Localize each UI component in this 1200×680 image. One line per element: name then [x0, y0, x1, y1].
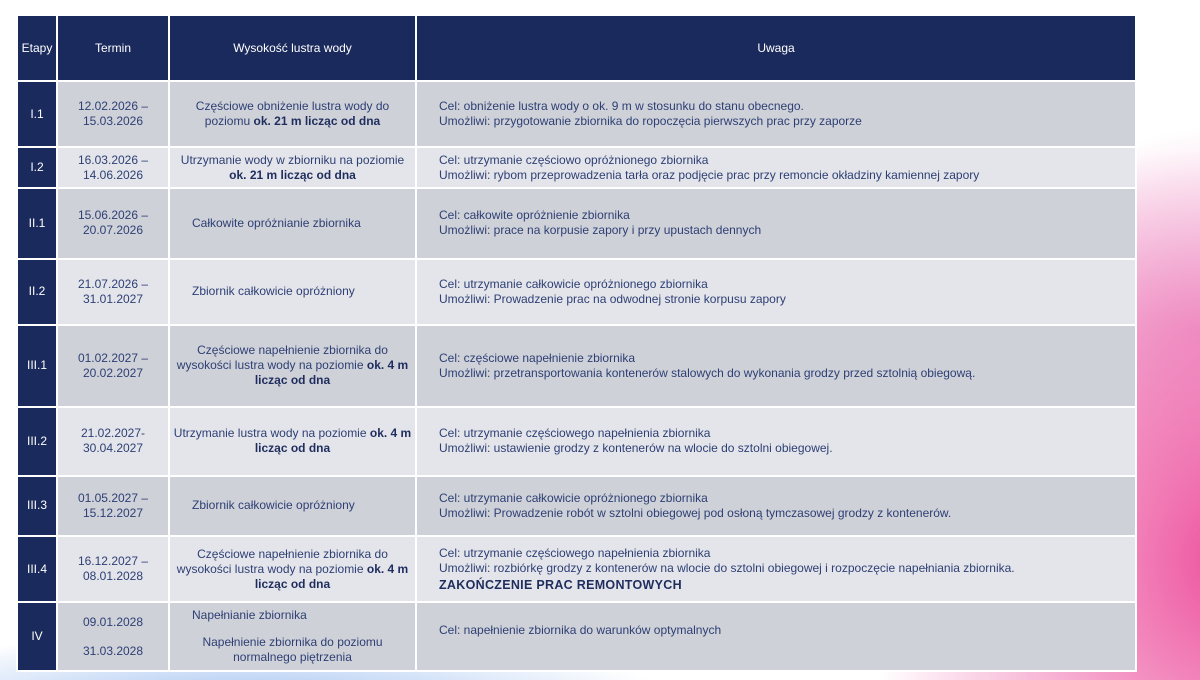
term-cell	[58, 477, 168, 535]
stage-cell: I.2	[18, 148, 56, 186]
level-cell	[170, 408, 415, 474]
term-cell	[58, 603, 168, 670]
term-from: 21.02.2027-	[80, 426, 146, 441]
level-text: Całkowite opróżnianie zbiornika	[192, 215, 361, 230]
term-to: 15.12.2027	[82, 505, 144, 520]
note-goal: Cel: napełnienie zbiornika do warunków optymalnych	[439, 623, 722, 638]
note-goal: Cel: utrzymanie całkowicie opróżnionego zbiornika	[439, 276, 708, 291]
table-row	[18, 603, 1135, 670]
term-from: 09.01.2028	[82, 614, 144, 629]
level-text: Częściowe obniżenie lustra wody do poziomu	[195, 99, 390, 129]
level-emphasis: ok. 4 m licząc od dna	[254, 358, 409, 388]
term-from: 15.06.2026 –	[77, 208, 149, 223]
stage-cell: II.2	[18, 260, 56, 323]
term-to: 30.04.2027	[82, 441, 144, 456]
stages-table	[16, 14, 1137, 672]
level-text: Częściowe napełnienie zbiornika do wysokości lustra wody na poziomie	[176, 546, 388, 576]
term-from: 01.05.2027 –	[77, 490, 149, 505]
term-cell	[58, 189, 168, 258]
note-cell	[417, 408, 1135, 474]
note-cell	[417, 189, 1135, 258]
note-cell	[417, 603, 1135, 670]
note-cell	[417, 260, 1135, 323]
level-text-normal: Napełnienie zbiornika do poziomu normalnego piętrzenia	[202, 635, 383, 665]
level-emphasis: ok. 4 m licząc od dna	[254, 561, 409, 591]
note-goal: Cel: całkowite opróżnienie zbiornika	[439, 208, 630, 223]
term-from: 16.12.2027 –	[77, 554, 149, 569]
term-cell	[58, 326, 168, 407]
term-from: 01.02.2027 –	[77, 350, 149, 365]
note-goal: Cel: obniżenie lustra wody o ok. 9 m w stosunku do stanu obecnego.	[439, 99, 804, 114]
stage-cell: II.1	[18, 189, 56, 258]
term-to: 14.06.2026	[82, 167, 144, 182]
level-emphasis: ok. 4 m licząc od dna	[254, 426, 412, 456]
header-row	[18, 16, 1135, 80]
level-emphasis: ok. 21 m licząc od dna	[253, 114, 381, 129]
note-allow: Umożliwi: przygotowanie zbiornika do ropoczęcia pierwszych prac przy zaporze	[439, 114, 862, 129]
term-to: 15.03.2026	[82, 114, 144, 129]
completion-label: ZAKOŃCZENIE PRAC REMONTOWYCH	[439, 577, 682, 592]
stage-cell: III.4	[18, 537, 56, 601]
note-goal: Cel: utrzymanie częściowego napełnienia zbiornika	[439, 545, 711, 560]
note-goal: Cel: utrzymanie częściowo opróżnionego zbiornika	[439, 152, 709, 167]
level-text: Zbiornik całkowicie opróżniony	[192, 498, 355, 513]
term-from: 12.02.2026 –	[77, 99, 149, 114]
level-cell	[170, 82, 415, 146]
level-text: Zbiornik całkowicie opróżniony	[192, 284, 355, 299]
term-to: 20.02.2027	[82, 365, 144, 380]
term-cell	[58, 82, 168, 146]
term-to: 31.03.2028	[82, 643, 144, 658]
term-to: 31.01.2027	[82, 291, 144, 306]
table-row	[18, 477, 1135, 535]
note-cell	[417, 537, 1135, 601]
stage-cell: I.1	[18, 82, 56, 146]
header-stage: Etapy	[18, 16, 56, 80]
note-allow: Umożliwi: rybom przeprowadzenia tarła oraz podjęcie prac przy remoncie okładziny kamiennej zapory	[439, 167, 980, 182]
header-term: Termin	[58, 16, 168, 80]
term-from: 21.07.2026 –	[77, 276, 149, 291]
note-cell	[417, 148, 1135, 186]
table-row	[18, 189, 1135, 258]
term-cell	[58, 537, 168, 601]
note-goal: Cel: utrzymanie częściowego napełnienia zbiornika	[439, 426, 711, 441]
note-allow: Umożliwi: Prowadzenie prac na odwodnej stronie korpusu zapory	[439, 291, 786, 306]
note-allow: Umożliwi: rozbiórkę grodzy z kontenerów na wlocie do sztolni obiegowej i rozpoczęcie napełniania zbiornika.	[439, 560, 1015, 575]
term-cell	[58, 148, 168, 186]
level-text-filling: Napełnianie zbiornika	[192, 608, 307, 623]
level-cell	[170, 189, 415, 258]
table-row	[18, 260, 1135, 323]
term-cell	[58, 260, 168, 323]
stage-cell: III.3	[18, 477, 56, 535]
term-from: 16.03.2026 –	[77, 152, 149, 167]
note-cell	[417, 477, 1135, 535]
note-goal: Cel: częściowe napełnienie zbiornika	[439, 350, 636, 365]
stage-cell: IV	[18, 603, 56, 670]
level-text: Utrzymanie lustra wody na poziomie	[173, 426, 370, 441]
level-text: Częściowe napełnienie zbiornika do wysokości lustra wody na poziomie	[176, 343, 388, 373]
term-cell	[58, 408, 168, 474]
table-row	[18, 82, 1135, 146]
note-allow: Umożliwi: Prowadzenie robót w sztolni obiegowej pod osłoną tymczasowej grodzy z kontenerów.	[439, 505, 952, 520]
header-note: Uwaga	[417, 16, 1135, 80]
note-cell	[417, 82, 1135, 146]
note-cell	[417, 326, 1135, 407]
level-emphasis: ok. 21 m licząc od dna	[229, 167, 356, 182]
term-to: 20.07.2026	[82, 223, 144, 238]
level-cell	[170, 537, 415, 601]
note-allow: Umożliwi: przetransportowania kontenerów stalowych do wykonania grodzy przed sztolnią obiegową.	[439, 365, 976, 380]
table-row	[18, 408, 1135, 474]
note-allow: Umożliwi: ustawienie grodzy z kontenerów na wlocie do sztolni obiegowej.	[439, 441, 833, 456]
stage-cell: III.1	[18, 326, 56, 407]
level-cell	[170, 260, 415, 323]
table-row	[18, 326, 1135, 407]
level-cell	[170, 326, 415, 407]
level-cell	[170, 477, 415, 535]
level-cell	[170, 603, 415, 670]
note-allow: Umożliwi: prace na korpusie zapory i przy upustach dennych	[439, 223, 762, 238]
note-goal: Cel: utrzymanie całkowicie opróżnionego zbiornika	[439, 490, 708, 505]
stage-cell: III.2	[18, 408, 56, 474]
level-cell	[170, 148, 415, 186]
header-level: Wysokość lustra wody	[170, 16, 415, 80]
table-row	[18, 148, 1135, 186]
level-text: Utrzymanie wody w zbiorniku na poziomie	[180, 152, 405, 167]
term-to: 08.01.2028	[82, 569, 144, 584]
table-row	[18, 537, 1135, 601]
